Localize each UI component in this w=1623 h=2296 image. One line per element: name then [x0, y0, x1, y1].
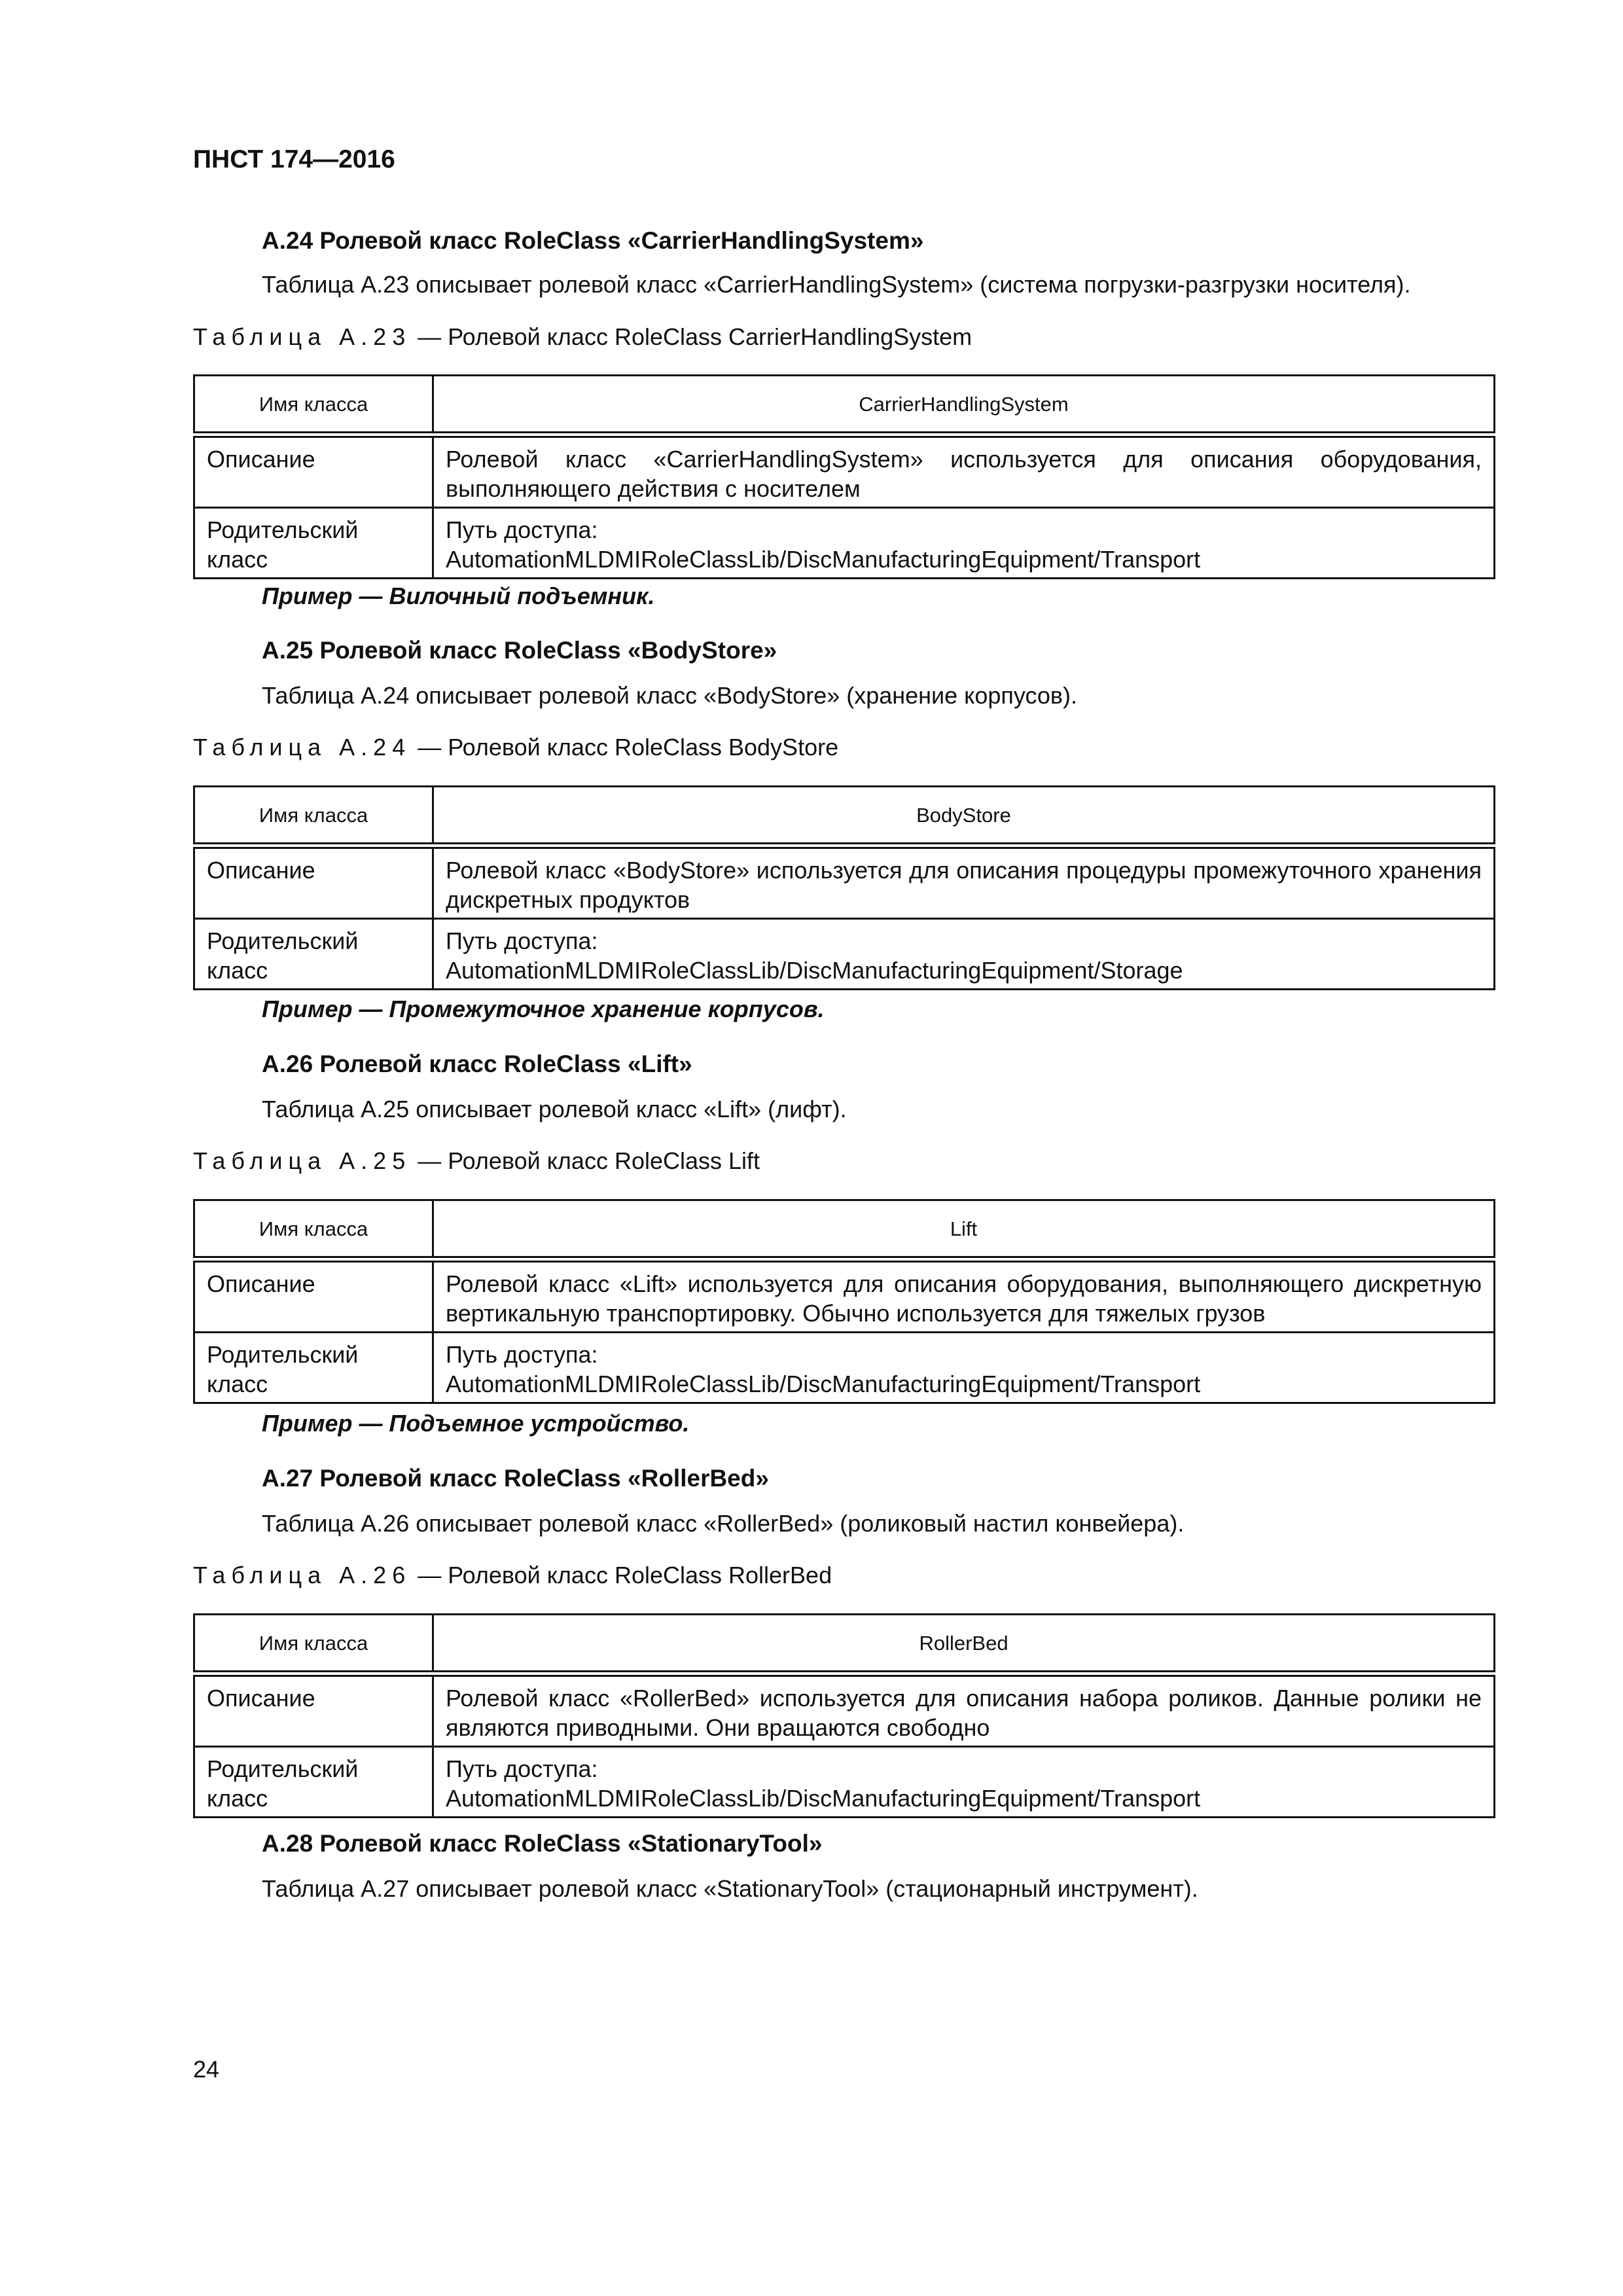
section-intro: Таблица А.24 описывает ролевой класс «BodyStore» (хранение корпусов).: [262, 682, 1078, 709]
row-value: [433, 1747, 1495, 1818]
table-caption-label: Таблица А.25: [193, 1147, 412, 1174]
header-label: Имя класса: [194, 787, 433, 846]
path-value: AutomationMLDMIRoleClassLib/DiscManufacturingEquipment/Transport: [446, 546, 1201, 573]
table-header-row: [194, 376, 1495, 435]
table-caption-text: — Ролевой класс RoleClass RollerBed: [411, 1562, 832, 1588]
row-label: Родительский класс: [194, 1747, 433, 1818]
table-row: [194, 919, 1495, 990]
header-class-name: BodyStore: [433, 787, 1495, 846]
table-header-row: [194, 787, 1495, 846]
row-value: Ролевой класс «CarrierHandlingSystem» используется для описания оборудования, выполняющего действия с носителем: [433, 435, 1495, 508]
path-value: AutomationMLDMIRoleClassLib/DiscManufacturingEquipment/Transport: [446, 1371, 1201, 1397]
example-note: Пример — Подъемное устройство.: [262, 1410, 690, 1437]
table-caption-text: — Ролевой класс RoleClass CarrierHandlingSystem: [411, 323, 972, 350]
row-value: [433, 1333, 1495, 1403]
table-row: [194, 1674, 1495, 1747]
section-intro: Таблица А.27 описывает ролевой класс «StationaryTool» (стационарный инструмент).: [262, 1875, 1198, 1902]
row-value: [433, 508, 1495, 579]
table-row: [194, 1747, 1495, 1818]
header-class-name: CarrierHandlingSystem: [433, 376, 1495, 435]
table-row: [194, 1259, 1495, 1333]
header-label: Имя класса: [194, 1615, 433, 1674]
section-intro: Таблица А.26 описывает ролевой класс «RollerBed» (роликовый настил конвейера).: [262, 1510, 1185, 1537]
table-caption: [193, 1147, 760, 1175]
row-label: Родительский класс: [194, 919, 433, 990]
example-note: Пример — Промежуточное хранение корпусов.: [262, 996, 825, 1022]
table-caption: [193, 734, 838, 761]
row-value: [433, 919, 1495, 990]
row-label: Родительский класс: [194, 508, 433, 579]
table-row: [194, 846, 1495, 919]
section-heading: А.27 Ролевой класс RoleClass «RollerBed»: [262, 1465, 769, 1492]
table-caption-text: — Ролевой класс RoleClass Lift: [411, 1147, 760, 1174]
path-label: Путь доступа:: [446, 516, 598, 543]
path-value: AutomationMLDMIRoleClassLib/DiscManufacturingEquipment/Transport: [446, 1785, 1201, 1812]
table-caption: [193, 1562, 832, 1589]
row-value: Ролевой класс «BodyStore» используется для описания процедуры промежуточного хранения дискретных продуктов: [433, 846, 1495, 919]
path-label: Путь доступа:: [446, 1755, 598, 1782]
roleclass-table: [193, 374, 1495, 579]
roleclass-table: [193, 1613, 1495, 1818]
section-intro: Таблица А.23 описывает ролевой класс «CarrierHandlingSystem» (система погрузки-разгрузки носителя).: [262, 271, 1411, 298]
table-row: [194, 435, 1495, 508]
header-class-name: RollerBed: [433, 1615, 1495, 1674]
table-caption-label: Таблица А.26: [193, 1562, 412, 1588]
table-caption-label: Таблица А.24: [193, 734, 412, 761]
table-caption-text: — Ролевой класс RoleClass BodyStore: [411, 734, 839, 761]
section-heading: А.26 Ролевой класс RoleClass «Lift»: [262, 1050, 692, 1077]
header-label: Имя класса: [194, 376, 433, 435]
row-label: Описание: [194, 846, 433, 919]
page-number: 24: [193, 2056, 220, 2083]
roleclass-table: [193, 785, 1495, 990]
row-label: Описание: [194, 1674, 433, 1747]
table-row: [194, 1333, 1495, 1403]
table-caption-label: Таблица А.23: [193, 323, 412, 350]
row-label: Родительский класс: [194, 1333, 433, 1403]
table-header-row: [194, 1200, 1495, 1260]
section-intro: Таблица А.25 описывает ролевой класс «Lift» (лифт).: [262, 1096, 847, 1122]
path-label: Путь доступа:: [446, 927, 598, 954]
row-value: Ролевой класс «Lift» используется для описания оборудования, выполняющего дискретную вертикальную транспортировку. Обычно используется для тяжелых грузов: [433, 1259, 1495, 1333]
row-label: Описание: [194, 435, 433, 508]
table-caption: [193, 323, 972, 351]
roleclass-table: [193, 1199, 1495, 1404]
path-label: Путь доступа:: [446, 1341, 598, 1368]
table-row: [194, 508, 1495, 579]
section-heading: А.28 Ролевой класс RoleClass «StationaryTool»: [262, 1830, 823, 1857]
row-value: Ролевой класс «RollerBed» используется для описания набора роликов. Данные ролики не являются приводными. Они вращаются свободно: [433, 1674, 1495, 1747]
header-label: Имя класса: [194, 1200, 433, 1260]
section-heading: А.25 Ролевой класс RoleClass «BodyStore»: [262, 637, 777, 664]
table-header-row: [194, 1615, 1495, 1674]
row-label: Описание: [194, 1259, 433, 1333]
header-class-name: Lift: [433, 1200, 1495, 1260]
path-value: AutomationMLDMIRoleClassLib/DiscManufacturingEquipment/Storage: [446, 957, 1183, 984]
section-heading: А.24 Ролевой класс RoleClass «CarrierHandlingSystem»: [262, 227, 924, 254]
example-note: Пример — Вилочный подъемник.: [262, 583, 655, 609]
document-id: ПНСТ 174—2016: [193, 145, 395, 173]
